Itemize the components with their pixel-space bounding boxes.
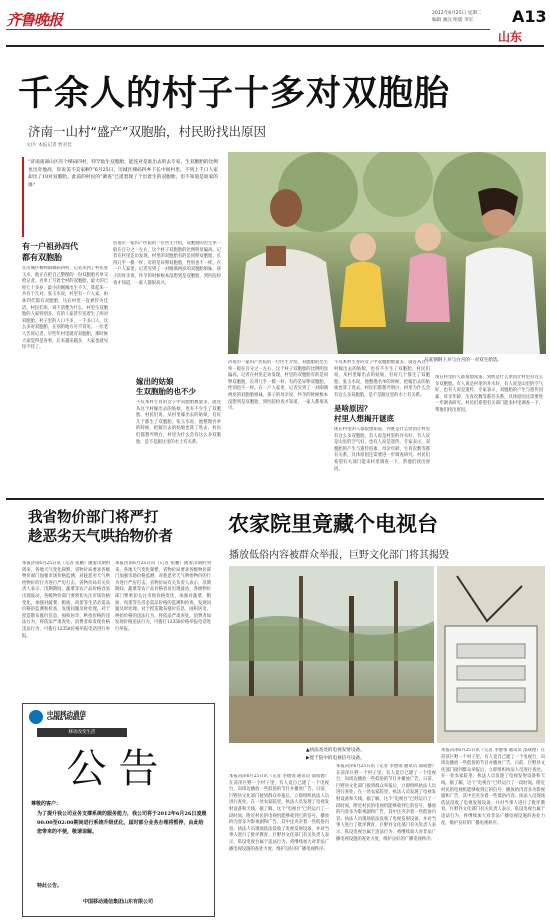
courtyard-photo-illustration	[229, 566, 434, 743]
china-mobile-logo-cn: 中国移动通信	[47, 710, 86, 718]
right-story-col-3	[441, 748, 545, 917]
section-1-title-2: 都有双胞胎	[22, 252, 62, 262]
article-col-3	[228, 360, 328, 485]
main-byline: 文/片 本报记者 贾君佳	[26, 143, 72, 148]
right-story-col-1	[229, 774, 329, 917]
tv-equipment-illustration	[437, 566, 545, 743]
main-subhead: 济南一山村“盛产”双胞胎，村民盼找出原因	[28, 124, 266, 139]
ad-title: 公告	[66, 746, 171, 792]
section-1-text: 在历城区柳埠镇梯码四村，记者见到了村民张玉水，他正在把自己整理的一份双胞胎名单交给记者。名单上写着全村的双胞胎，最大的已经七十多岁，最小的刚刚出生不久，算起来一共有十几对。张玉水说，村里有一户人家，祖孙四代都有双胞胎，这在村里一直被传为佳话。村民们说，说不清楚为什么，村里生双胞胎的人家特别多，有的人家甚至连着生了两对双胞胎。村子里的人口不多，一千多口人，这么多对双胞胎，在别的地方可不常见。一位老人告诉记者，早些年村里就有双胞胎，那时候大家觉得是喜事，后来越来越多，大家也就见怪不怪了。	[22, 266, 108, 351]
masthead-rule	[6, 29, 490, 30]
lead-text: “济南南部山区有个梯码四村，特罕仙生双胞胎，能连对是谁出去的去专家，生双胞胎的比例也出奇地高，你说美不美家啊?”6月25日，历城区梯码四乡下长中间村里，不到上千口人家却出了10对双胞胎。此前的村民的“调查”已遥着现了个出着生的双胞胎，但不知道是谁家的谁？	[28, 160, 218, 188]
main-top-rule	[6, 45, 544, 47]
section-1-title-1: 有一户祖孙四代	[22, 241, 78, 251]
left-story-text-continued: 本报济南6月25日讯（记者 张鹏）随着汛期的到来，各地天气变化频繁，省物价局要求各级物价部门加强市场价格监测，对趁恶劣天气哄抬物价的行为进行严厉打击。省物价局有关负责人表示，汛期期间，蔬菜等农产品价格容易出现波动，各级物价部门要密切关注市场价格变化，加强对蔬菜、粮油、肉蛋等生活必需品价格的监测和检查，发现问题及时处理。对于捏造散布涨价信息、囤积居奇、哄抬价格的违法行为，将依法严肃查处。消费者如发现价格违法行为，可拨打12358价格举报电话进行举报。	[115, 561, 211, 632]
right-story-text-continued: 本报菏泽6月25日讯（记者 李德领 通讯员 邵成德）在菏泽巨野一个村子里，有人竟自己建了一个电视台，向周边播放一些低俗的节目并播放广告。日前，巨野县文化部门接到群众举报后，立即组织执法人员进行查处。在一处农家院里，执法人员发现了电视发射设备和天线。据了解，这个“电视台”已经运行了一段时间，附近村民的电视机能够收到它的信号，播放的内容多为影视剧和广告，其中还夹杂着一些低俗内容。执法人员现场依法没收了电视发射设备，并对当事人进行了批评教育。巨野县文化部门有关负责人表示，私设电视台属于违法行为，将继续加大对非法广播电视设施的查处力度，维护良好的广播电视秩序。	[336, 764, 436, 842]
right-story-subhead: 播放低俗内容被群众举报，巨野文化部门将其揭毁	[229, 550, 449, 561]
article-col-2	[113, 241, 221, 377]
ad-slogan: 移动改变生活	[37, 728, 127, 737]
section-2-continued-text: 济南市一家妇产医院的一位医生介绍，双胞胎的出生率一般在百分之一左右，这个村子双胞胎的比例明显偏高。记者在村里走访发现，村里的双胞胎有的是同卵双胞胎，长得几乎一模一样；有的是异卵双胞胎，性别也不一样。在一户人家里，记者见到了一对刚满两岁的双胞胎姐妹，孩子的母亲说，怀孕的时候根本没想到是双胞胎，到医院检查才知道，一家人都很高兴。	[228, 360, 328, 412]
article-col-1	[22, 241, 108, 496]
article-col-5	[435, 375, 543, 485]
left-story-col-2	[115, 561, 211, 699]
section-4-title-1: 是啥原因？	[334, 404, 372, 413]
left-story-headline	[28, 508, 208, 546]
china-mobile-logo	[29, 710, 43, 724]
section-label: 山东	[498, 30, 523, 44]
section-4-title-2: 村里人想揭开谜底	[334, 414, 394, 423]
lead-box	[22, 157, 222, 237]
right-story-text-continued-2: 本报菏泽6月25日讯（记者 李德领 通讯员 邵成德）在菏泽巨野一个村子里，有人竟自己建了一个电视台，向周边播放一些低俗的节目并播放广告。日前，巨野县文化部门接到群众举报后，立即组织执法人员进行查处。在一处农家院里，执法人员发现了电视发射设备和天线。据了解，这个“电视台”已经运行了一段时间，附近村民的电视机能够收到它的信号，播放的内容多为影视剧和广告，其中还夹杂着一些低俗内容。执法人员现场依法没收了电视发射设备，并对当事人进行了批评教育。巨野县文化部门有关负责人表示，私设电视台属于违法行为，将继续加大对非法广播电视设施的查处力度，维护良好的广播电视秩序。	[441, 748, 545, 826]
ad-greeting: 尊敬的客户：	[31, 801, 62, 807]
section-4-continued-text: 现在村里的人都很想知道，到底是什么原因让村里有这么多双胞胎。有人说是村里的井水好，有人说是山里的空气好，也有人说是遗传。专家表示，双胞胎的产生与遗传因素、母亲年龄、生育次数等都有关系，具体原因还需要进一步调查研究。村民们希望有关部门能来村里调查一下，帮他们找出原因。	[435, 375, 543, 413]
right-story-text: 本报菏泽6月25日讯（记者 李德领 通讯员 邵成德）在菏泽巨野一个村子里，有人竟自己建了一个电视台，向周边播放一些低俗的节目并播放广告。日前，巨野县文化部门接到群众举报后，立即组织执法人员进行查处。在一处农家院里，执法人员发现了电视发射设备和天线。据了解，这个“电视台”已经运行了一段时间，附近村民的电视机能够收到它的信号，播放的内容多为影视剧和广告，其中还夹杂着一些低俗内容。执法人员现场依法没收了电视发射设备，并对当事人进行了批评教育。巨野县文化部门有关负责人表示，私设电视台属于违法行为，将继续加大对非法广播电视设施的查处力度，维护良好的广播电视秩序。	[229, 774, 329, 852]
photo-caption: 开张钢钢王并与白宫的一对双生胎选。	[424, 358, 503, 363]
main-headline: 千余人的村子十多对双胞胎	[18, 73, 451, 114]
tower-photo	[229, 566, 434, 743]
section-2-text: 济南市一家妇产医院的一位医生介绍，双胞胎的出生率一般在百分之一左右，这个村子双胞胎的比例明显偏高。记者在村里走访发现，村里的双胞胎有的是同卵双胞胎，长得几乎一模一样；有的是异卵双胞胎，性别也不一样。在一户人家里，记者见到了一对刚满两岁的双胞胎姐妹，孩子的母亲说，怀孕的时候根本没想到是双胞胎，到医院检查才知道，一家人都很高兴。	[113, 241, 221, 286]
china-mobile-logo-en: CHINA MOBILE	[47, 717, 84, 722]
section-3-text: 不仅本村生育的女子中双胞胎数量多，就连从这个村嫁出去的姑娘，也有不少生了双胞胎。村民们说，从村里嫁出去的姑娘，有好几个都生了双胞胎。张玉水说，他整理名单的时候，把嫁出去的姑娘也算了进去。村民们都想弄明白，村里为什么会有这么多双胞胎，是不是跟这里的水土有关系。	[136, 400, 221, 445]
article-col-2b	[136, 377, 221, 498]
article-col-4	[334, 360, 430, 487]
newspaper-logo: 齐鲁晚报	[6, 11, 63, 29]
ad-thanks: 特此公告。	[37, 883, 63, 889]
mid-rule	[6, 498, 544, 500]
left-story-text: 本报济南6月25日讯（记者 张鹏）随着汛期的到来，各地天气变化频繁，省物价局要求各级物价部门加强市场价格监测，对趁恶劣天气哄抬物价的行为进行严厉打击。省物价局有关负责人表示，汛期期间，蔬菜等农产品价格容易出现波动，各级物价部门要密切关注市场价格变化，加强对蔬菜、粮油、肉蛋等生活必需品价格的监测和检查，发现问题及时处理。对于捏造散布涨价信息、囤积居奇、哄抬价格的违法行为，将依法严肃查处。消费者如发现价格违法行为，可拨打12358价格举报电话进行举报。	[22, 561, 110, 639]
equipment-photo	[437, 566, 545, 743]
right-story-col-2	[336, 764, 436, 917]
section-3-title-1: 嫁出的姑娘	[136, 377, 174, 386]
right-photo-caption-1: ▲执法查处的电视发射设备。	[306, 748, 365, 753]
section-4-text: 现在村里的人都很想知道，到底是什么原因让村里有这么多双胞胎。有人说是村里的井水好，有人说是山里的空气好，也有人说是遗传。专家表示，双胞胎的产生与遗传因素、母亲年龄、生育次数等都有关系，具体原因还需要进一步调查研究。村民们希望有关部门能来村里调查一下，帮他们找出原因。	[334, 427, 430, 472]
left-headline-line-2: 趁恶劣天气哄抬物价者	[28, 528, 173, 545]
section-3-continued-text: 不仅本村生育的女子中双胞胎数量多，就连从这个村嫁出去的姑娘，也有不少生了双胞胎。村民们说，从村里嫁出去的姑娘，有好几个都生了双胞胎。张玉水说，他整理名单的时候，把嫁出去的姑娘也算了进去。村民们都想弄明白，村里为什么会有这么多双胞胎，是不是跟这里的水土有关系。	[334, 360, 430, 398]
ad-body: 为了提升我公司业务支撑系统的服务能力，我公司将于2012年6月26日凌晨00:00至02:00期间进行系统升级优化，届时部分业务办理将暂停，由此给您带来的不便，敬请谅解。	[37, 811, 207, 835]
ad-box	[22, 703, 215, 917]
right-story-headline: 农家院里竟藏个电视台	[228, 511, 438, 536]
left-headline-line-1: 我省物价部门将严打	[28, 509, 159, 526]
left-story-col-1	[22, 561, 110, 699]
issue-date: 2012年6月25日 星期二	[432, 11, 482, 16]
family-photo-illustration	[228, 152, 546, 354]
editors: 编辑 潘汉 组版 李军	[432, 18, 474, 23]
right-photo-caption-2: ▶置于院中的电视信号设备。	[306, 756, 365, 761]
main-photo	[228, 152, 546, 354]
section-3-title-2: 生双胞胎的也不少	[136, 387, 196, 396]
ad-signature: 中国移动通信集团山东有限公司	[83, 899, 154, 905]
page-number: A13	[512, 7, 547, 26]
masthead	[0, 0, 550, 44]
